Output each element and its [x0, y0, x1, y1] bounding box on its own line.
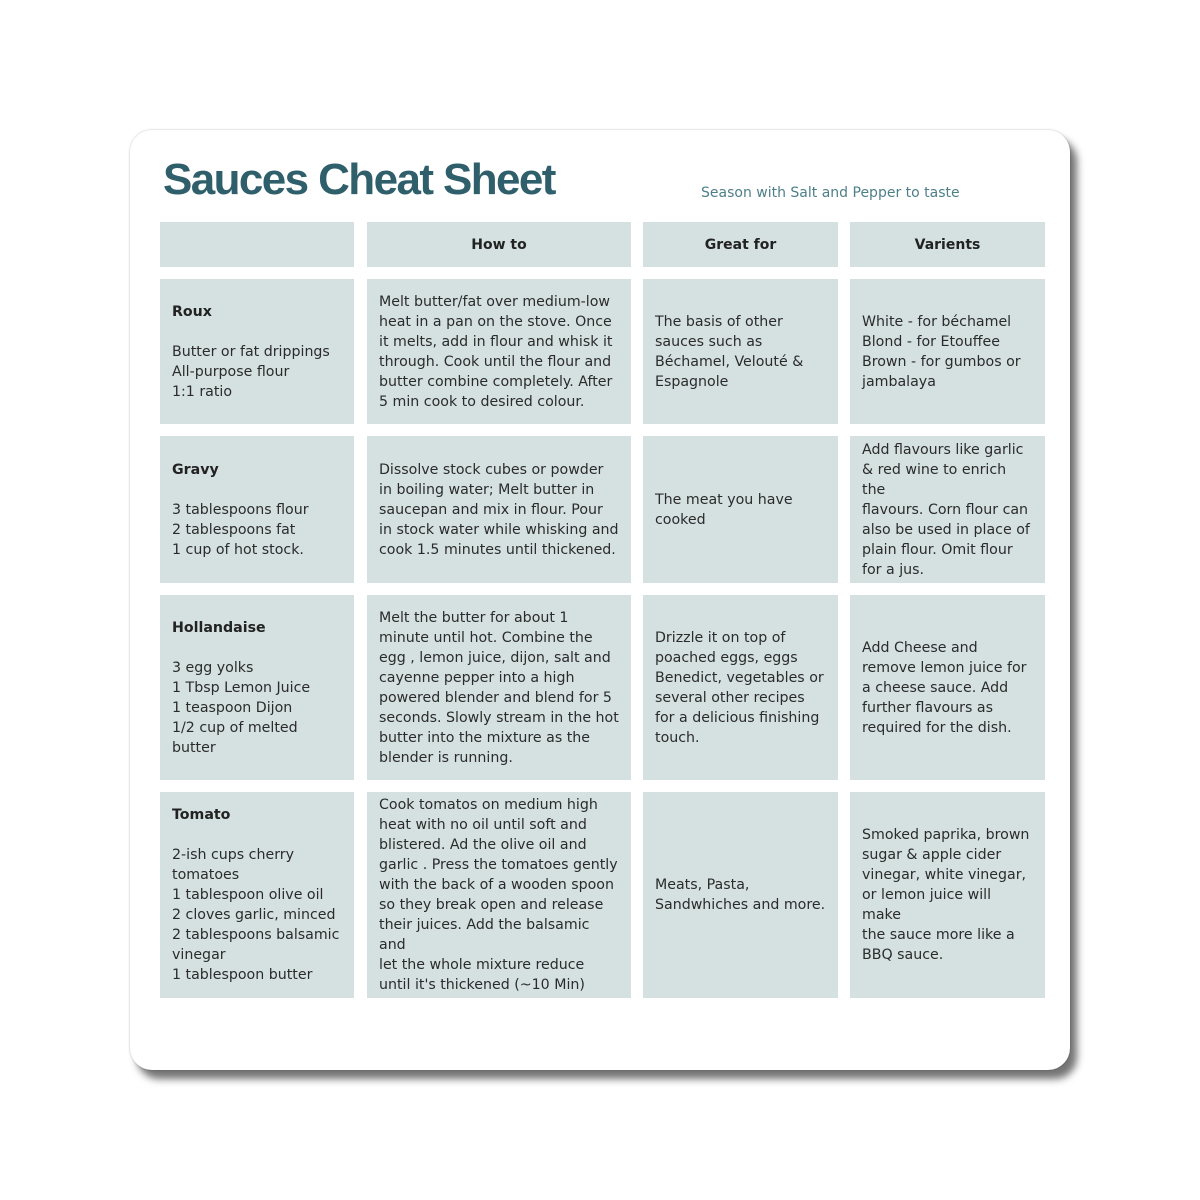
how-to-text: Melt the butter for about 1 minute until hot. Combine the egg , lemon juice, dijon, salt and cayenne pepper into a high powered blender and blend for 5 seconds. Slowly stream in the hot butter into the mixture as the blender is running.: [379, 609, 619, 766]
sauce-name: Gravy: [172, 461, 219, 478]
header-variants-label: Varients: [914, 236, 981, 253]
row-tomato-great-for: [643, 792, 838, 998]
row-roux-variants: [850, 279, 1045, 424]
row-gravy-great-for: [643, 436, 838, 583]
row-tomato-variants: [850, 792, 1045, 998]
variants-text: Smoked paprika, brown sugar & apple cider vinegar, white vinegar, or lemon juice will make the sauce more like a BBQ sauce.: [862, 827, 1030, 963]
great-for-text: The basis of other sauces such as Béchamel, Velouté & Espagnole: [655, 313, 804, 390]
great-for-text: Meats, Pasta, Sandwhiches and more.: [655, 877, 826, 913]
page-title: Sauces Cheat Sheet: [163, 155, 555, 204]
header-how-to-label: How to: [471, 236, 527, 253]
row-hollandaise-variants: [850, 595, 1045, 780]
row-hollandaise-sauce-cell: [160, 595, 354, 780]
how-to-text: Dissolve stock cubes or powder in boiling water; Melt butter in saucepan and mix in flour. Pour in stock water while whisking and cook 1.5 minutes until thickened.: [379, 461, 619, 558]
header-great-for-label: Great for: [704, 236, 777, 253]
sauce-name: Roux: [172, 303, 212, 320]
row-gravy-how-to: [367, 436, 631, 583]
sauce-ingredients: 3 tablespoons flour 2 tablespoons fat 1 cup of hot stock.: [172, 501, 309, 558]
row-gravy-sauce-cell: [160, 436, 354, 583]
sauce-ingredients: Butter or fat drippings All-purpose flour 1:1 ratio: [172, 343, 330, 400]
header-great-for: [643, 222, 838, 267]
sauce-ingredients: 3 egg yolks 1 Tbsp Lemon Juice 1 teaspoon Dijon 1/2 cup of melted butter: [172, 659, 311, 756]
row-roux-how-to: [367, 279, 631, 424]
row-tomato-sauce-cell: [160, 792, 354, 998]
row-tomato-how-to: [367, 792, 631, 998]
great-for-text: The meat you have cooked: [655, 491, 793, 528]
sauce-ingredients: 2-ish cups cherry tomatoes 1 tablespoon olive oil 2 cloves garlic, minced 2 tablespoons balsamic vinegar 1 tablespoon butter: [172, 847, 340, 983]
row-roux-great-for: [643, 279, 838, 424]
how-to-text: Cook tomatos on medium high heat with no oil until soft and blistered. Ad the olive oil and garlic . Press the tomatoes gently with the back of a wooden spoon so they break open and release their juices. Add the balsamic and let the whole mixture reduce until it's thickened (~10 Min): [379, 797, 618, 993]
subtitle: Season with Salt and Pepper to taste: [701, 185, 960, 201]
header-variants: [850, 222, 1045, 267]
row-hollandaise-great-for: [643, 595, 838, 780]
variants-text: Add Cheese and remove lemon juice for a cheese sauce. Add further flavours as required for the dish.: [862, 639, 1027, 736]
variants-text: Add flavours like garlic & red wine to enrich the flavours. Corn flour can also be used in place of plain flour. Omit flour for a jus.: [862, 441, 1030, 578]
row-hollandaise-how-to: [367, 595, 631, 780]
variants-text: White - for béchamel Blond - for Etouffee Brown - for gumbos or jambalaya: [862, 313, 1021, 390]
header-how-to: [367, 222, 631, 267]
header-cell-blank: [160, 222, 354, 267]
row-gravy-variants: [850, 436, 1045, 583]
sauce-name: Hollandaise: [172, 619, 266, 636]
cheat-sheet-card: [130, 130, 1070, 1070]
sauce-name: Tomato: [172, 807, 231, 823]
how-to-text: Melt butter/fat over medium-low heat in a pan on the stove. Once it melts, add in flour and whisk it through. Cook until the flour and butter combine completely. After 5 min cook to desired colour.: [379, 293, 613, 410]
great-for-text: Drizzle it on top of poached eggs, eggs Benedict, vegetables or several other recipes for a delicious finishing touch.: [655, 629, 824, 746]
row-roux-sauce-cell: [160, 279, 354, 424]
